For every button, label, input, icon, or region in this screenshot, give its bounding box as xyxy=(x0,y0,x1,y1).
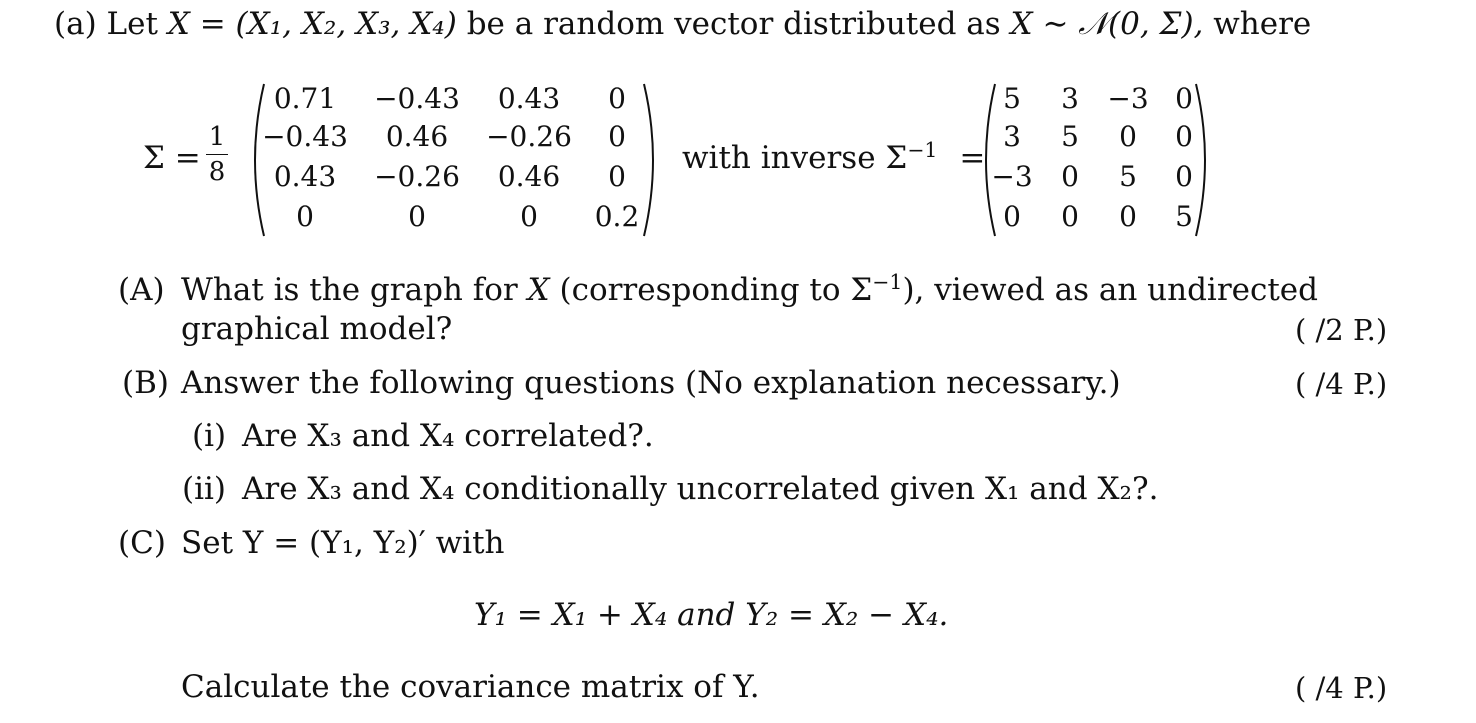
qa-suffix: ), viewed as an undirected xyxy=(902,272,1319,308)
matrix-cell: −0.26 xyxy=(374,160,460,193)
matrix-cell: 0 xyxy=(520,200,538,233)
matrix-cell: 0 xyxy=(1061,200,1079,233)
question-c-label: (C) xyxy=(118,525,166,561)
question-b-label: (B) xyxy=(122,365,169,401)
matrix-cell: −3 xyxy=(1107,82,1149,115)
matrix-cell: 0 xyxy=(608,160,626,193)
inverse-label: with inverse Σ xyxy=(682,140,908,176)
matrix-cell: 0 xyxy=(608,82,626,115)
qa-mid: (corresponding to Σ xyxy=(559,272,873,308)
qa-exp: −1 xyxy=(872,269,903,294)
question-a-line1 xyxy=(181,269,1319,308)
matrix-cell: 0 xyxy=(1003,200,1021,233)
inverse-equals: = xyxy=(959,140,986,176)
question-b-i-label: (i) xyxy=(192,418,227,454)
matrix-cell: 0.2 xyxy=(594,200,640,233)
question-a-label: (A) xyxy=(118,272,165,308)
qa-prefix: What is the graph for xyxy=(181,272,518,308)
matrix-cell: −3 xyxy=(991,160,1033,193)
question-c-task: Calculate the covariance matrix of Y. xyxy=(181,669,760,705)
sigma-fraction xyxy=(206,122,228,187)
matrix-cell: 5 xyxy=(1061,120,1079,153)
fraction-denominator: 8 xyxy=(208,157,226,187)
matrix-cell: 0 xyxy=(1061,160,1079,193)
sigma-lhs: Σ = xyxy=(143,140,201,176)
matrix-cell: 3 xyxy=(1061,82,1079,115)
matrix-cell: 5 xyxy=(1119,160,1137,193)
inverse-label-wrap xyxy=(682,137,986,176)
matrix-cell: 0 xyxy=(1175,82,1193,115)
matrix-cell: 0.46 xyxy=(497,160,561,193)
part-a-label: (a) xyxy=(54,6,97,42)
fraction-bar xyxy=(206,154,228,155)
intro-middle: be a random vector distributed as xyxy=(466,6,1001,42)
matrix-cell: 0 xyxy=(1119,200,1137,233)
matrix-cell: −0.43 xyxy=(374,82,460,115)
matrix-cell: 0 xyxy=(608,120,626,153)
part-a-intro xyxy=(54,6,1311,43)
matrix-cell: 5 xyxy=(1175,200,1193,233)
question-b-points: ( /4 P.) xyxy=(1295,367,1388,401)
matrix-cell: 0.43 xyxy=(497,82,561,115)
question-c-points: ( /4 P.) xyxy=(1295,671,1388,705)
intro-prefix: Let xyxy=(106,6,158,42)
question-c-equation: Y₁ = X₁ + X₄ and Y₂ = X₂ − X₄. xyxy=(474,597,949,633)
question-c-text: Set Y = (Y₁, Y₂)′ with xyxy=(181,525,505,561)
matrix-cell: −0.26 xyxy=(486,120,572,153)
question-a-line2: graphical model? xyxy=(181,311,453,347)
matrix-cell: 0 xyxy=(1175,120,1193,153)
matrix-cell: 0.43 xyxy=(273,160,337,193)
matrix-cell: −0.43 xyxy=(262,120,348,153)
question-b-ii-text: Are X₃ and X₄ conditionally uncorrelated given X₁ and X₂?. xyxy=(242,471,1159,507)
matrix-cell: 3 xyxy=(1003,120,1021,153)
question-b-i-text: Are X₃ and X₄ correlated?. xyxy=(242,418,654,454)
inverse-exponent: −1 xyxy=(907,137,938,162)
intro-vector: X = (X₁, X₂, X₃, X₄) xyxy=(167,6,457,42)
matrix-cell: 5 xyxy=(1003,82,1021,115)
question-a-points: ( /2 P.) xyxy=(1295,313,1388,347)
intro-suffix: where xyxy=(1213,6,1312,42)
matrix-cell: 0 xyxy=(296,200,314,233)
fraction-numerator: 1 xyxy=(208,122,226,152)
intro-distribution: X ∼ 𝒩(0, Σ), xyxy=(1010,6,1204,42)
question-b-ii-label: (ii) xyxy=(182,471,227,507)
matrix-cell: 0.71 xyxy=(273,82,337,115)
qa-var: X xyxy=(527,272,550,308)
matrix-cell: 0 xyxy=(408,200,426,233)
matrix-cell: 0 xyxy=(1175,160,1193,193)
question-b-text: Answer the following questions (No explanation necessary.) xyxy=(181,365,1121,401)
matrix-cell: 0 xyxy=(1119,120,1137,153)
matrix-cell: 0.46 xyxy=(385,120,449,153)
